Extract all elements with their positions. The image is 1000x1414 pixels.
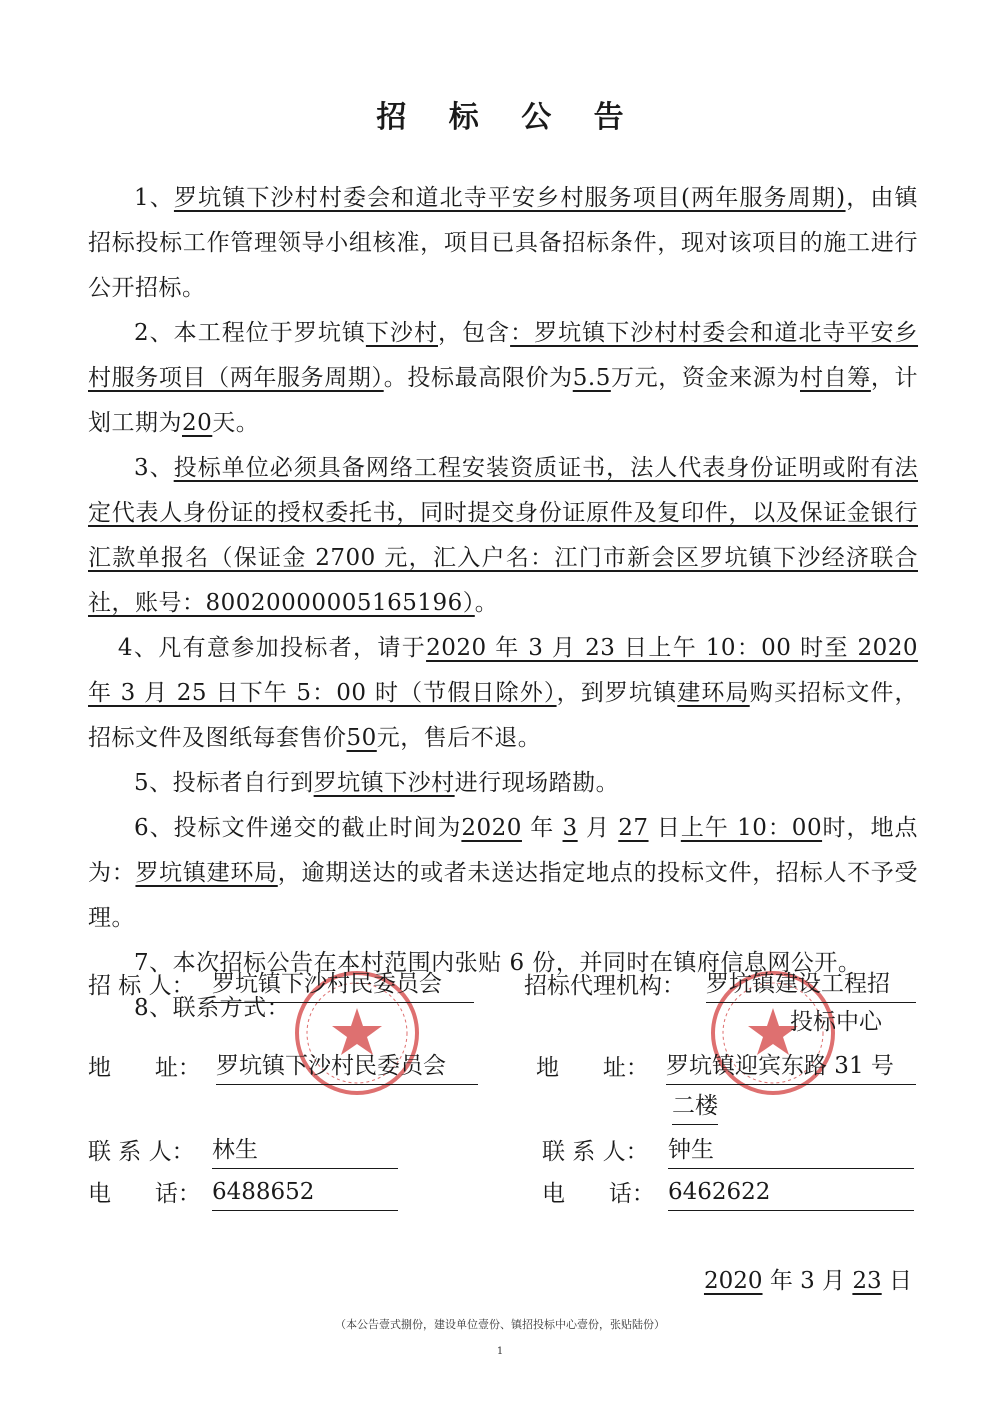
- p6-time: 上午 10：00: [680, 815, 823, 841]
- p6-text-a: 6、投标文件递交的截止时间为: [134, 815, 462, 841]
- p2-text-d: 万元，资金来源为: [610, 365, 800, 391]
- paragraph-3: [88, 446, 918, 626]
- p2-max-price: 5.5: [572, 365, 611, 391]
- p6-text-b: 年: [521, 815, 563, 841]
- p4-period: 2020 年 3 月 23 日上午 10：00 时至 2020 年 3 月 25 日下午 5：00 时（节假日除外）: [88, 635, 918, 706]
- p1-rest: ，由镇招标投标工作管理领导小组核准，项目已具备招标条件，现对该项目的施工进行公开招标。: [88, 185, 918, 301]
- phone-label-right: 电 话：: [542, 1181, 655, 1207]
- p3-end: 。: [474, 590, 499, 616]
- p2-text-a: 2、本工程位于罗坑镇: [134, 320, 366, 346]
- date-day: 23: [852, 1268, 882, 1294]
- contact-row-address: [88, 1048, 918, 1088]
- page-number: 1: [496, 1346, 504, 1357]
- p4-office: 建环局: [677, 680, 750, 706]
- person-value-left: 林生: [212, 1132, 398, 1169]
- p2-funding: 村自筹: [800, 365, 871, 391]
- p4-text-b: ，到罗坑镇: [556, 680, 678, 706]
- p2-text-b: ，包含: [438, 320, 511, 346]
- phone-value-left: 6488652: [212, 1174, 398, 1211]
- date-year-suffix: 年: [762, 1268, 801, 1294]
- p6-month: 3: [562, 815, 578, 841]
- p3-lead: 3、: [134, 455, 174, 481]
- date-year: 2020: [703, 1268, 763, 1294]
- p6-text-c: 月: [577, 815, 619, 841]
- p1-project-name: 罗坑镇下沙村村委会和道北寺平安乡村服务项目(两年服务周期): [173, 185, 846, 211]
- date-month: 3: [800, 1268, 815, 1294]
- contact-row-agency-cont: [88, 1002, 918, 1042]
- p6-text-d: 日: [648, 815, 681, 841]
- tenderer-label: 招 标 人：: [88, 973, 195, 999]
- tenderer-value: 罗坑镇下沙村民委员会: [212, 966, 474, 1003]
- p5-text-b: 进行现场踏勘。: [454, 770, 620, 796]
- person-label-left: 联 系 人：: [88, 1139, 195, 1165]
- date-day-suffix: 日: [881, 1268, 912, 1294]
- paragraph-2: [88, 311, 918, 446]
- p4-price: 50: [346, 725, 377, 751]
- p4-text-c: 购买招标文件，招标文件及图纸每套售价: [88, 680, 919, 751]
- address-label-left: 地 址：: [88, 1055, 201, 1081]
- p4-text-a: 4、凡有意参加投标者，请于: [117, 635, 427, 661]
- person-label-right: 联 系 人：: [542, 1139, 649, 1165]
- paragraph-5: [88, 761, 918, 806]
- contact-row-tenderer: [88, 966, 918, 1006]
- address-value-right-line1: 罗坑镇迎宾东路 31 号: [666, 1048, 916, 1085]
- p6-place: 罗坑镇建环局: [135, 860, 278, 886]
- p5-site: 罗坑镇下沙村: [313, 770, 455, 796]
- paragraph-1: [88, 176, 918, 311]
- contact-row-phone: [88, 1174, 918, 1214]
- page-title: 招 标 公 告: [376, 100, 640, 135]
- p6-text-e: 时，地点为：: [88, 815, 919, 886]
- person-value-right: 钟生: [668, 1132, 914, 1169]
- p6-text-f: ，逾期送达的或者未送达指定地点的投标文件，招标人不予受理。: [88, 860, 919, 931]
- contact-row-address-cont: [88, 1088, 918, 1128]
- paragraph-4: [88, 626, 918, 761]
- p2-scope: ：罗坑镇下沙村村委会和道北寺平安乡村服务项目（两年服务周期）: [88, 320, 919, 391]
- p2-duration: 20: [182, 410, 213, 436]
- contact-row-person: [88, 1132, 918, 1172]
- p5-text-a: 5、投标者自行到: [134, 770, 314, 796]
- phone-label-left: 电 话：: [88, 1181, 201, 1207]
- p2-text-f: 天。: [212, 410, 260, 436]
- agency-label: 招标代理机构：: [524, 973, 685, 999]
- notice-date: [704, 1262, 912, 1295]
- p2-text-e: ，计划工期为: [88, 365, 919, 436]
- address-value-left: 罗坑镇下沙村民委员会: [216, 1048, 478, 1085]
- phone-value-right: 6462622: [668, 1174, 914, 1211]
- paragraph-7: 7、本次招标公告在本村范围内张贴 6 份，并同时在镇府信息网公开。: [134, 950, 862, 976]
- paragraph-6: [88, 806, 918, 941]
- agency-value-line1: 罗坑镇建设工程招: [706, 966, 916, 1003]
- date-month-suffix: 月: [814, 1268, 853, 1294]
- p6-day: 27: [618, 815, 649, 841]
- p4-text-d: 元，售后不退。: [376, 725, 542, 751]
- notice-body: [88, 176, 918, 1031]
- p6-year: 2020: [461, 815, 522, 841]
- p1-lead: 1、: [134, 185, 174, 211]
- p2-location: 下沙村: [365, 320, 438, 346]
- p3-requirements: 投标单位必须具备网络工程安装资质证书，法人代表身份证明或附有法定代表人身份证的授权委托书，同时提交身份证原件及复印件，以及保证金银行汇款单报名（保证金 2700 元，汇入户名：江门市新会区罗坑镇下沙经济联合社，账号：80020000005165196）: [88, 455, 918, 616]
- address-label-right: 地 址：: [536, 1055, 649, 1081]
- agency-value-line2: 投标中心: [790, 1009, 882, 1035]
- footnote: （本公告壹式捌份，建设单位壹份、镇招投标中心壹份，张贴陆份）: [335, 1318, 665, 1331]
- p2-text-c: 。投标最高限价为: [383, 365, 573, 391]
- address-value-right-line2: 二楼: [672, 1088, 718, 1125]
- paragraph-8: 8、联系方式：: [134, 995, 291, 1021]
